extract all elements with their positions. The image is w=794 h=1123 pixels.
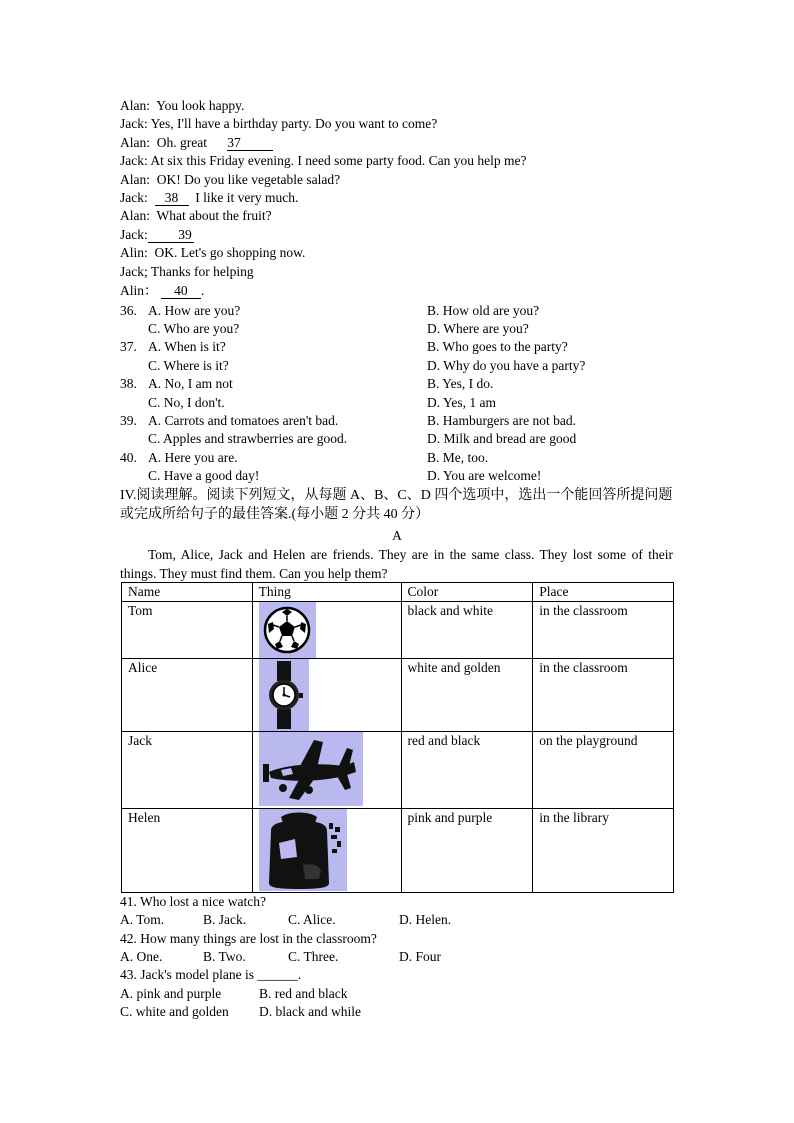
line-text: I like it very much. (195, 190, 299, 205)
option-a[interactable]: A. One. (120, 949, 163, 964)
thing-cell (252, 659, 401, 732)
option-d[interactable]: D. You are welcome! (427, 468, 542, 483)
color-cell: white and golden (401, 659, 533, 732)
option-b[interactable]: B. How old are you? (427, 303, 540, 318)
question-number: 38. (120, 376, 137, 391)
speaker: Jack: (120, 116, 148, 131)
line-text: You look happy. (156, 98, 245, 113)
dialogue-line (120, 282, 204, 300)
table-row (122, 732, 674, 809)
speaker: Jack; (120, 264, 148, 279)
question-text: 42. How many things are lost in the classroom? (120, 931, 377, 946)
option-d[interactable]: D. black and while (259, 1004, 361, 1019)
table-row (122, 602, 674, 659)
place-cell: in the library (533, 809, 674, 893)
line-text: . (200, 283, 205, 298)
dialogue-line (120, 189, 298, 207)
line-text: Oh. great (156, 135, 207, 150)
soccer-ball-icon (259, 602, 316, 658)
dialogue-line (120, 115, 437, 133)
option-a[interactable]: A. When is it? (148, 339, 226, 354)
answer-blank-38[interactable] (155, 190, 189, 206)
blank-number: 40 (174, 283, 188, 298)
dialogue-line (120, 263, 254, 281)
speaker: Alan: (120, 98, 150, 113)
question-text: 41. Who lost a nice watch? (120, 894, 266, 909)
line-text: What about the fruit? (156, 208, 272, 223)
option-a[interactable]: A. Carrots and tomatoes aren't bad. (148, 413, 339, 428)
line-text: Thanks for helping (150, 264, 254, 279)
option-b[interactable]: B. Who goes to the party? (427, 339, 568, 354)
option-d[interactable]: D. Helen. (399, 912, 452, 927)
dialogue-line (120, 244, 305, 262)
speaker: Jack: (120, 153, 148, 168)
question-number: 40. (120, 450, 137, 465)
question-number: 36. (120, 303, 137, 318)
option-c[interactable]: C. No, I don't. (148, 395, 225, 410)
option-d[interactable]: D. Four (399, 949, 442, 964)
option-c[interactable]: C. Apples and strawberries are good. (148, 431, 348, 446)
option-b[interactable]: B. Two. (203, 949, 246, 964)
answer-blank-37[interactable] (227, 135, 273, 151)
blank-number: 38 (164, 190, 179, 205)
line-text: At six this Friday evening. I need some party food. Can you help me? (150, 153, 527, 168)
column-header: Place (533, 583, 674, 602)
name-cell: Tom (122, 602, 253, 659)
dialogue-line (120, 207, 272, 225)
option-a[interactable]: A. How are you? (148, 303, 241, 318)
option-b[interactable]: B. Me, too. (427, 450, 489, 465)
answer-blank-39[interactable] (148, 227, 194, 243)
backpack-icon (259, 809, 347, 891)
section-title: IV.阅读理解。阅读下列短文，从每题 A、B、C、D 四个选项中，选出一个能回答所提问题或完成所给句子的最佳答案.(每小题 2 分共 40 分） (120, 488, 673, 522)
thing-cell (252, 602, 401, 659)
option-d[interactable]: D. Why do you have a party? (427, 358, 586, 373)
line-text: Yes, I'll have a birthday party. Do you want to come? (150, 116, 438, 131)
speaker: Alin: (120, 245, 148, 260)
option-b[interactable]: B. red and black (259, 986, 348, 1001)
speaker: Alin： (120, 283, 158, 298)
thing-cell (252, 732, 401, 809)
question-number: 37. (120, 339, 137, 354)
blank-number: 37 (227, 135, 241, 150)
color-cell: black and white (401, 602, 533, 659)
place-cell: in the classroom (533, 659, 674, 732)
column-header: Color (401, 583, 533, 602)
name-cell: Alice (122, 659, 253, 732)
answer-blank-40[interactable] (161, 283, 201, 299)
option-c[interactable]: C. Have a good day! (148, 468, 260, 483)
place-cell: on the playground (533, 732, 674, 809)
dialogue-line (120, 226, 194, 244)
option-d[interactable]: D. Milk and bread are good (427, 431, 577, 446)
option-a[interactable]: A. pink and purple (120, 986, 222, 1001)
blank-number: 39 (178, 227, 192, 242)
dialogue-line (120, 171, 340, 189)
dialogue-line (120, 97, 244, 115)
intro-paragraph: Tom, Alice, Jack and Helen are friends. They are in the same class. They lost some of their things. They must find them. Can you help them? (120, 547, 673, 581)
model-plane-icon (259, 732, 363, 806)
option-b[interactable]: B. Yes, I do. (427, 376, 494, 391)
column-header: Thing (252, 583, 401, 602)
speaker: Jack: (120, 227, 148, 242)
color-cell: red and black (401, 732, 533, 809)
option-a[interactable]: A. Here you are. (148, 450, 238, 465)
dialogue-line (120, 152, 526, 170)
option-a[interactable]: A. Tom. (120, 912, 165, 927)
speaker: Alan: (120, 135, 150, 150)
line-text: OK. Let's go shopping now. (154, 245, 306, 260)
name-cell: Helen (122, 809, 253, 893)
option-b[interactable]: B. Jack. (203, 912, 247, 927)
option-c[interactable]: C. Alice. (288, 912, 336, 927)
speaker: Jack: (120, 190, 148, 205)
option-b[interactable]: B. Hamburgers are not bad. (427, 413, 576, 428)
table-row (122, 659, 674, 732)
option-c[interactable]: C. Where is it? (148, 358, 229, 373)
option-c[interactable]: C. Three. (288, 949, 339, 964)
table-row (122, 809, 674, 893)
dialogue-line (120, 134, 273, 152)
lost-things-table (121, 582, 674, 893)
table-header-row (122, 583, 674, 602)
column-header: Name (122, 583, 253, 602)
color-cell: pink and purple (401, 809, 533, 893)
part-label: A (392, 528, 402, 543)
watch-icon (259, 659, 309, 731)
question-text: 43. Jack's model plane is ______. (120, 967, 302, 982)
option-c[interactable]: C. white and golden (120, 1004, 229, 1019)
option-c[interactable]: C. Who are you? (148, 321, 240, 336)
option-d[interactable]: D. Yes, 1 am (427, 395, 497, 410)
thing-cell (252, 809, 401, 893)
speaker: Alan: (120, 208, 150, 223)
place-cell: in the classroom (533, 602, 674, 659)
name-cell: Jack (122, 732, 253, 809)
speaker: Alan: (120, 172, 150, 187)
line-text: OK! Do you like vegetable salad? (156, 172, 341, 187)
question-number: 39. (120, 413, 137, 428)
option-d[interactable]: D. Where are you? (427, 321, 529, 336)
option-a[interactable]: A. No, I am not (148, 376, 233, 391)
